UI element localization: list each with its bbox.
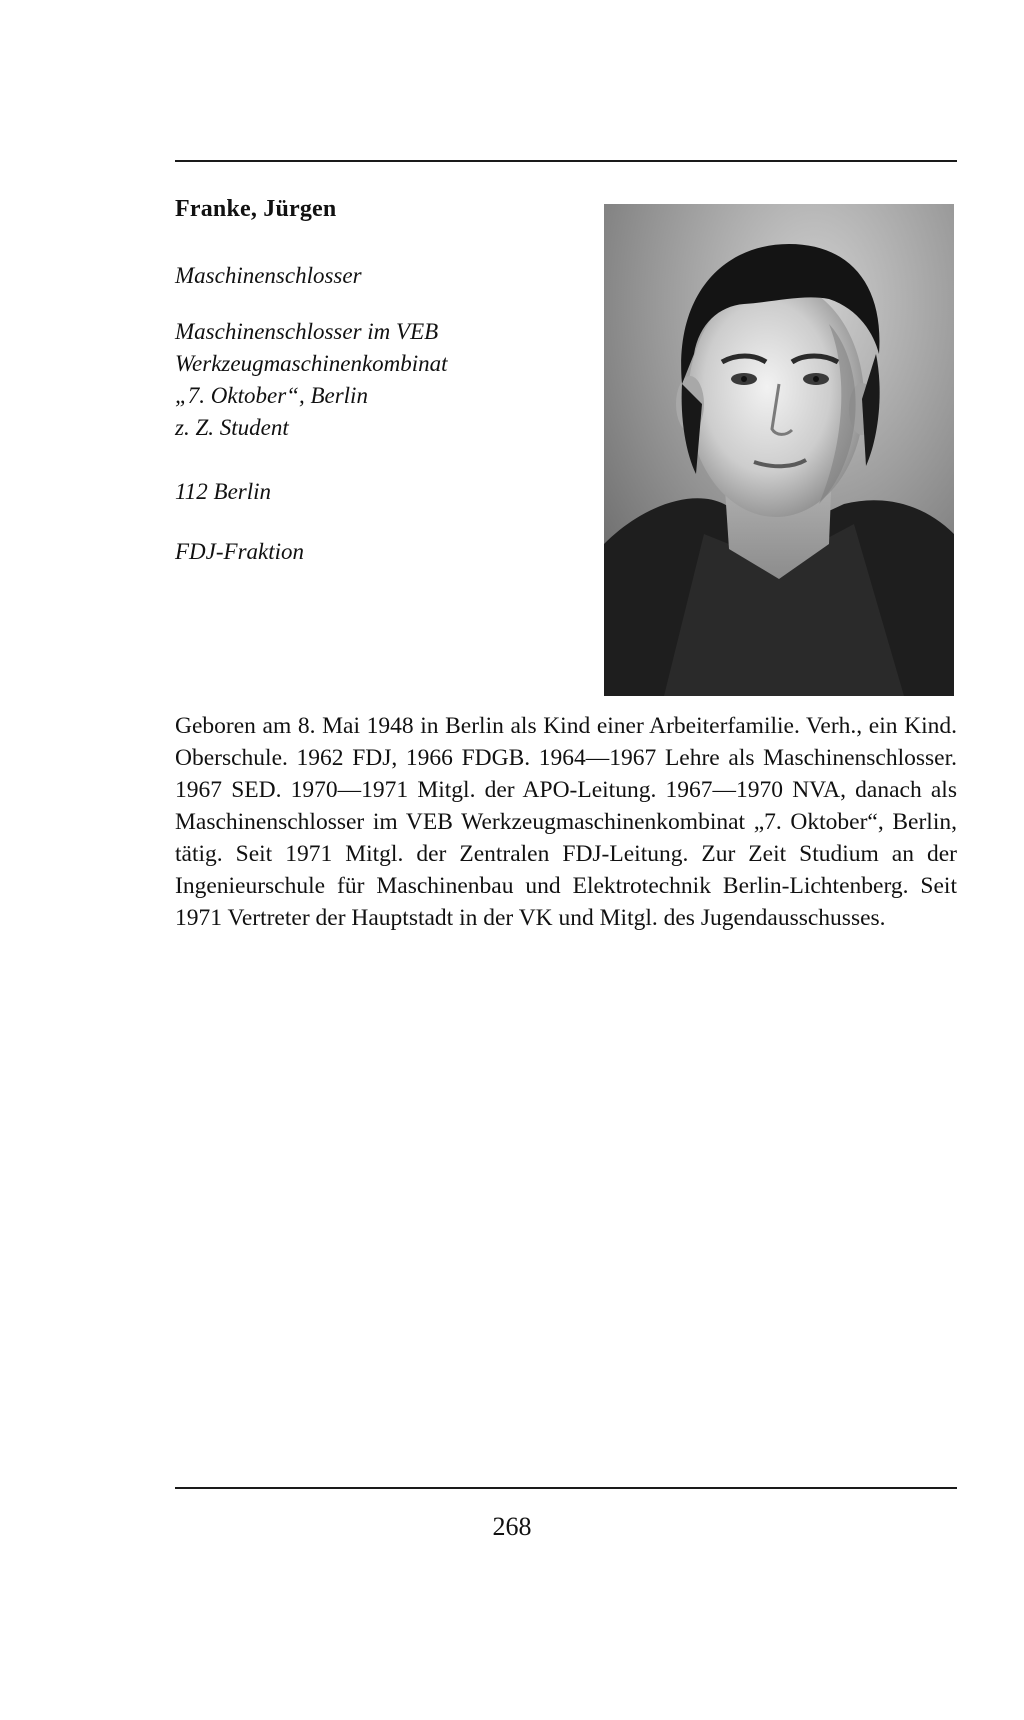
biography-text: Geboren am 8. Mai 1948 in Berlin als Kind einer Arbeiterfamilie. Verh., ein Kind. Oberschule. 1962 FDJ, 1966 FDGB. 1964—1967 Lehre als Maschinenschlosser. 1967 SED. 1970—1971 Mitgl. der APO-Leitung. 1967—1970 NVA, danach als Maschinenschlosser im VEB Werkzeugmaschinenkombinat „7. Oktober“, Berlin, tätig. Seit 1971 Mitgl. der Zentralen FDJ-Leitung. Zur Zeit Studium an der Ingenieurschule für Maschinenbau und Elektrotechnik Berlin-Lichtenberg. Seit 1971 Vertreter der Hauptstadt in der VK und Mitgl. des Jugendausschusses.: [175, 713, 957, 931]
employer-line: Maschinenschlosser im VEB: [175, 319, 439, 344]
bottom-divider: [175, 1487, 957, 1489]
employer-line: Werkzeugmaschinenkombinat: [175, 351, 448, 376]
entry-employer: [175, 316, 448, 444]
entry-faction: FDJ-Fraktion: [175, 539, 305, 564]
entry-name: Franke, Jürgen: [175, 196, 337, 222]
entry-profession: Maschinenschlosser: [175, 263, 362, 288]
employer-line: z. Z. Student: [175, 415, 289, 440]
entry-location: 112 Berlin: [175, 479, 272, 504]
portrait-photo: [604, 204, 954, 696]
page-number: 268: [492, 1512, 532, 1541]
top-divider: [175, 160, 957, 162]
portrait-photo-icon: [604, 204, 954, 696]
employer-line: „7. Oktober“, Berlin: [175, 383, 368, 408]
